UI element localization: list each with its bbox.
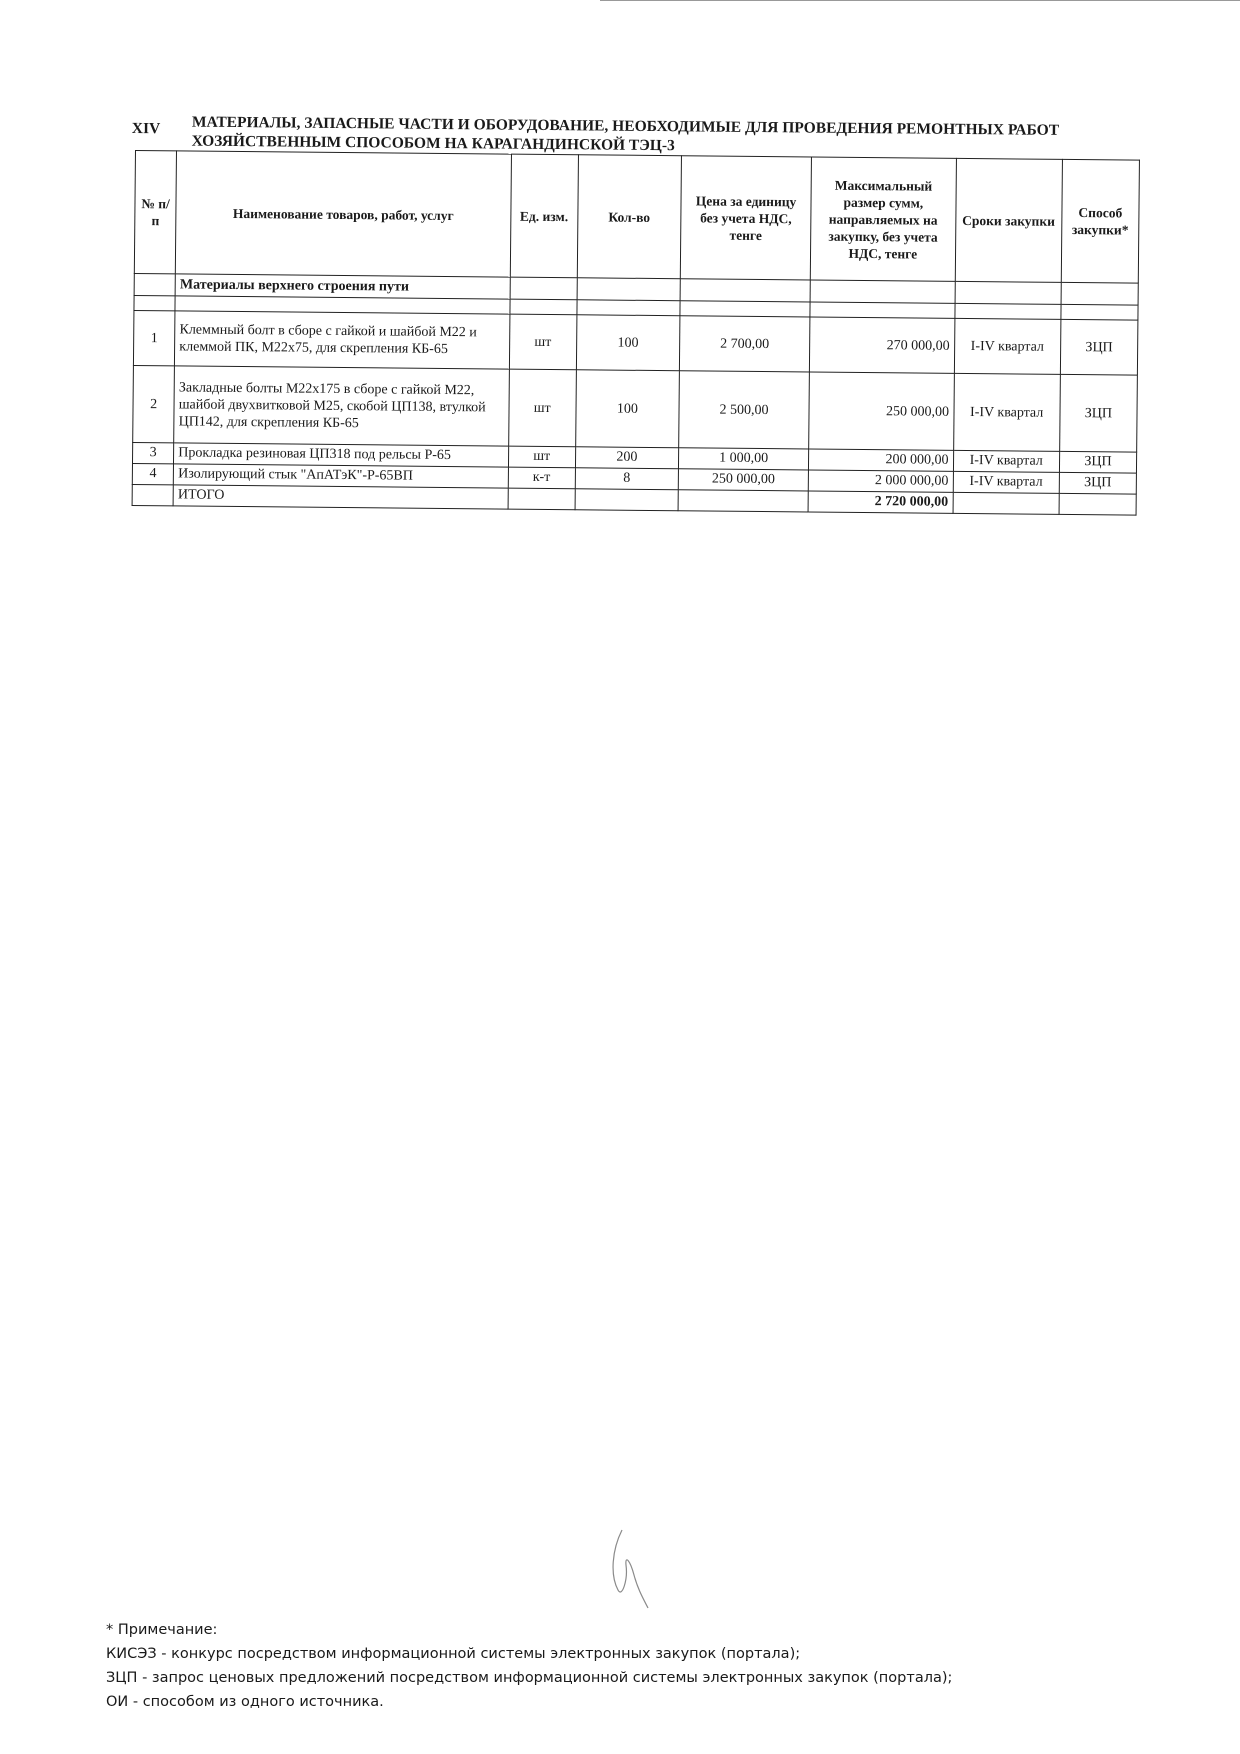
group-num-cell [134, 273, 175, 295]
total-empty-cell [132, 484, 173, 505]
row-unit: шт [508, 446, 575, 468]
notes-block [106, 1618, 1106, 1714]
row-price: 1 000,00 [678, 448, 808, 470]
row-max-sum: 270 000,00 [810, 317, 955, 373]
row-num: 1 [133, 310, 175, 365]
total-empty-cell [953, 492, 1060, 514]
header-unit: Ед. изм. [510, 154, 578, 278]
group-title: Материалы верхнего строения пути [175, 274, 509, 299]
group-empty-cell [577, 278, 680, 301]
row-max-sum: 250 000,00 [809, 372, 954, 450]
row-qty: 8 [575, 468, 678, 490]
spacer-cell [1061, 304, 1138, 320]
total-empty-cell [508, 488, 575, 510]
notes-line3: ОИ - способом из одного источника. [106, 1694, 384, 1710]
row-term: I-IV квартал [954, 318, 1061, 374]
row-unit: к-т [508, 467, 575, 489]
row-name: Клеммный болт в сборе с гайкой и шайбой М22 и клеммой ПК, М22х75, для скрепления КБ-65 [175, 311, 510, 369]
section-title-line1: МАТЕРИАЛЫ, ЗАПАСНЫЕ ЧАСТИ И ОБОРУДОВАНИЕ, НЕОБХОДИМЫЕ ДЛЯ ПРОВЕДЕНИЯ РЕМОНТНЫХ РАБОТ [191, 113, 1060, 139]
spacer-cell [509, 299, 576, 315]
header-term: Сроки закупки [955, 158, 1063, 282]
row-method: ЗЦП [1060, 374, 1138, 452]
row-max-sum: 2 000 000,00 [808, 470, 953, 492]
section-heading [131, 112, 1092, 155]
row-method: ЗЦП [1059, 451, 1136, 473]
header-qty: Кол-во [577, 155, 681, 279]
row-unit: шт [508, 369, 576, 447]
row-price: 2 700,00 [679, 316, 810, 372]
header-price: Цена за единицу без учета НДС, тенге [680, 156, 811, 280]
total-label: ИТОГО [173, 485, 507, 509]
row-name: Прокладка резиновая ЦП318 под рельсы Р-65 [174, 443, 508, 467]
row-price: 250 000,00 [678, 469, 808, 491]
spacer-cell [577, 300, 680, 316]
row-qty: 200 [575, 447, 678, 469]
total-empty-cell [678, 490, 808, 512]
total-value: 2 720 000,00 [808, 491, 953, 513]
header-max-sum: Максимальный размер сумм, направляемых на закупку, без учета НДС, тенге [810, 157, 956, 281]
row-method: ЗЦП [1060, 319, 1138, 375]
section-title-line2: ХОЗЯЙСТВЕННЫМ СПОСОБОМ НА КАРАГАНДИНСКОЙ ТЭЦ-3 [191, 132, 675, 155]
row-name: Закладные болты М22х175 в сборе с гайкой М22, шайбой двухвитковой М25, скобой ЦП138, втулкой ЦП142, для скрепления КБ-65 [174, 366, 509, 446]
notes-title: * Примечание: [106, 1622, 218, 1638]
scan-edge-line [600, 0, 1240, 1]
group-empty-cell [1061, 282, 1138, 305]
row-name: Изолирующий стык "АпАТэК"-Р-65ВП [174, 464, 508, 488]
spacer-cell [810, 302, 954, 318]
table-row [133, 365, 1138, 452]
spacer-cell [954, 303, 1060, 319]
group-empty-cell [510, 277, 577, 300]
spacer-cell [134, 295, 175, 310]
row-num: 4 [132, 463, 173, 484]
header-num: № п/п [134, 151, 176, 274]
row-term: I-IV квартал [953, 373, 1060, 451]
row-qty: 100 [576, 315, 680, 371]
total-empty-cell [1059, 493, 1136, 515]
row-max-sum: 200 000,00 [809, 449, 954, 471]
procurement-table-wrapper [132, 150, 1140, 516]
table-header-row [134, 151, 1139, 284]
section-number: XIV [131, 119, 161, 138]
row-num: 2 [133, 365, 175, 442]
signature-mark [600, 1520, 660, 1610]
row-num: 3 [132, 442, 173, 463]
notes-line1: КИСЭЗ - конкурс посредством информационной системы электронных закупок (портала); [106, 1646, 801, 1662]
procurement-table [132, 150, 1140, 516]
spacer-cell [680, 301, 810, 317]
header-name: Наименование товаров, работ, услуг [176, 151, 511, 277]
header-method: Способ закупки* [1061, 159, 1139, 283]
group-empty-cell [680, 279, 810, 302]
notes-line2: ЗЦП - запрос ценовых предложений посредством информационной системы электронных закупок (портала); [106, 1670, 953, 1686]
row-qty: 100 [575, 370, 679, 448]
row-term: I-IV квартал [953, 471, 1060, 493]
row-unit: шт [509, 314, 577, 370]
row-price: 2 500,00 [679, 371, 810, 449]
row-method: ЗЦП [1059, 472, 1136, 494]
total-empty-cell [575, 489, 678, 511]
row-term: I-IV квартал [953, 450, 1060, 472]
table-row [133, 310, 1137, 375]
group-empty-cell [810, 280, 955, 303]
group-empty-cell [955, 281, 1062, 304]
